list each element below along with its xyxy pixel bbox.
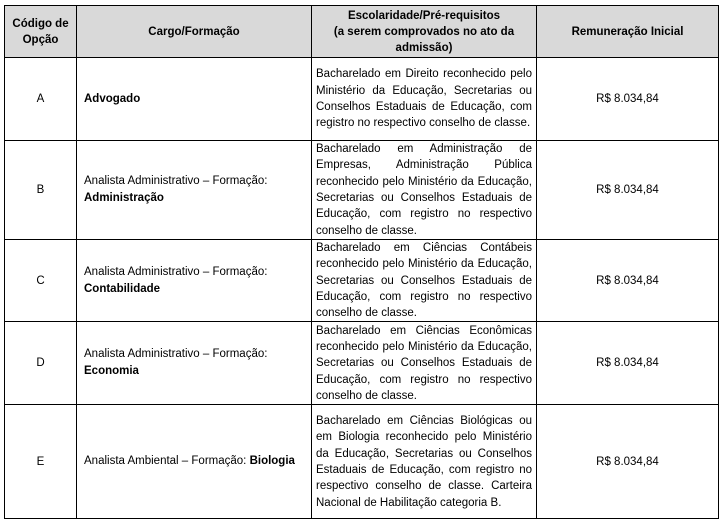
table-row (5, 58, 719, 141)
header-cargo: Cargo/Formação (77, 6, 312, 58)
row-requirements: Bacharelado em Ciências Econômicas reconhecido pelo Ministério da Educação, Secretarias ou Conselhos Estaduais de Educação, com registro no respectivo conselho de classe. (312, 322, 537, 405)
header-row (5, 6, 719, 58)
header-requirements (312, 6, 537, 58)
row-cargo (77, 405, 312, 519)
row-requirements: Bacharelado em Administração de Empresas, Administração Pública reconhecido pelo Ministério da Educação, Secretarias ou Conselhos Estaduais de Educação, com registro no respectivo conselho de classe. (312, 141, 537, 240)
table-row (5, 405, 719, 519)
row-pay: R$ 8.034,84 (537, 322, 719, 405)
row-requirements: Bacharelado em Direito reconhecido pelo Ministério da Educação, Secretarias ou Conselhos Estaduais de Educação, com registro no respectivo conselho de classe. (312, 58, 537, 141)
row-cargo-name: Biologia (249, 455, 295, 468)
row-pay: R$ 8.034,84 (537, 405, 719, 519)
header-requirements-title: Escolaridade/Pré-requisitos (347, 9, 501, 22)
row-code: A (5, 58, 77, 141)
row-cargo-prefix: Analista Administrativo – Formação: (84, 265, 268, 278)
table-row (5, 141, 719, 240)
row-cargo-name: Administração (84, 192, 164, 204)
row-requirements: Bacharelado em Ciências Contábeis reconhecido pelo Ministério da Educação, Secretarias ou Conselhos Estaduais de Educação, com registro no respectivo conselho de classe. (312, 240, 537, 322)
row-cargo (77, 58, 312, 141)
header-pay: Remuneração Inicial (537, 6, 719, 58)
row-cargo (77, 141, 312, 240)
row-pay: R$ 8.034,84 (537, 141, 719, 240)
row-code: C (5, 240, 77, 322)
row-pay: R$ 8.034,84 (537, 58, 719, 141)
positions-table (4, 5, 719, 519)
table-row (5, 240, 719, 322)
table-row (5, 322, 719, 405)
row-code: D (5, 322, 77, 405)
row-cargo-prefix: Analista Administrativo – Formação: (84, 175, 268, 187)
header-code: Código de Opção (5, 6, 77, 58)
row-cargo-name: Advogado (84, 92, 141, 105)
row-cargo (77, 322, 312, 405)
header-requirements-note: (a serem comprovados no ato da admissão) (333, 25, 515, 54)
row-cargo-prefix: Analista Ambiental – Formação: (84, 455, 247, 468)
row-requirements: Bacharelado em Ciências Biológicas ou em Biologia reconhecido pelo Ministério da Educação, Secretarias ou Conselhos Estaduais de Educação, com registro no respectivo conselho de classe. Carteira Nacional de Habilitação categoria B. (312, 405, 537, 519)
row-code: B (5, 141, 77, 240)
row-pay: R$ 8.034,84 (537, 240, 719, 322)
row-cargo-prefix: Analista Administrativo – Formação: (84, 348, 268, 361)
row-cargo-name: Contabilidade (84, 282, 161, 295)
row-cargo-name: Economia (84, 365, 139, 378)
row-code: E (5, 405, 77, 519)
row-cargo (77, 240, 312, 322)
